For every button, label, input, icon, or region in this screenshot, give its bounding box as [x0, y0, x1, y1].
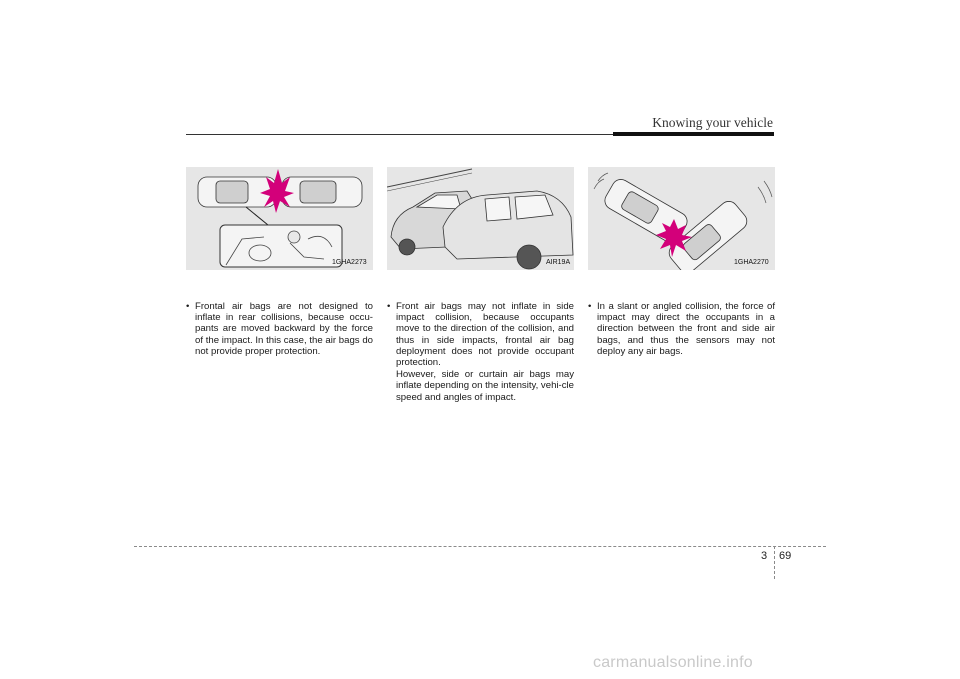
bullet-paragraph: • Front air bags may not inflate in side impact collision, because occupants move to the direction of the collision, and thus in side impacts, frontal air bag deployment does not provide occupant protection. [387, 301, 574, 368]
section-title: Knowing your vehicle [652, 115, 773, 130]
watermark: carmanualsonline.info [593, 654, 753, 671]
header-accent-bar [613, 132, 774, 136]
side-impact-illustration [387, 167, 574, 270]
text-column [387, 301, 574, 403]
figure-code: 1GHA2270 [734, 259, 769, 266]
page-number: 69 [779, 550, 792, 562]
angled-collision-illustration [588, 167, 775, 270]
figure-code: AIR19A [546, 259, 571, 266]
continuation-paragraph: However, side or curtain air bags may inflate depending on the intensity, vehi-cle speed and angles of impact. [396, 369, 574, 403]
text-column [588, 301, 775, 357]
text-column [186, 301, 373, 357]
page-number-divider [774, 546, 775, 579]
bullet-paragraph: • In a slant or angled collision, the force of impact may direct the occupants in a direction between the front and side air bags, and thus the sensors may not deploy any air bags. [588, 301, 775, 357]
rear-collision-illustration [186, 167, 373, 270]
footer-rule [134, 546, 826, 547]
section-number: 3 [761, 550, 768, 562]
bullet-paragraph: • Frontal air bags are not designed to inflate in rear collisions, because occu-pants are moved backward by the force of the impact. In this case, the air bags do not provide proper protection. [186, 301, 373, 357]
figure-code: 1GHA2273 [332, 259, 367, 266]
